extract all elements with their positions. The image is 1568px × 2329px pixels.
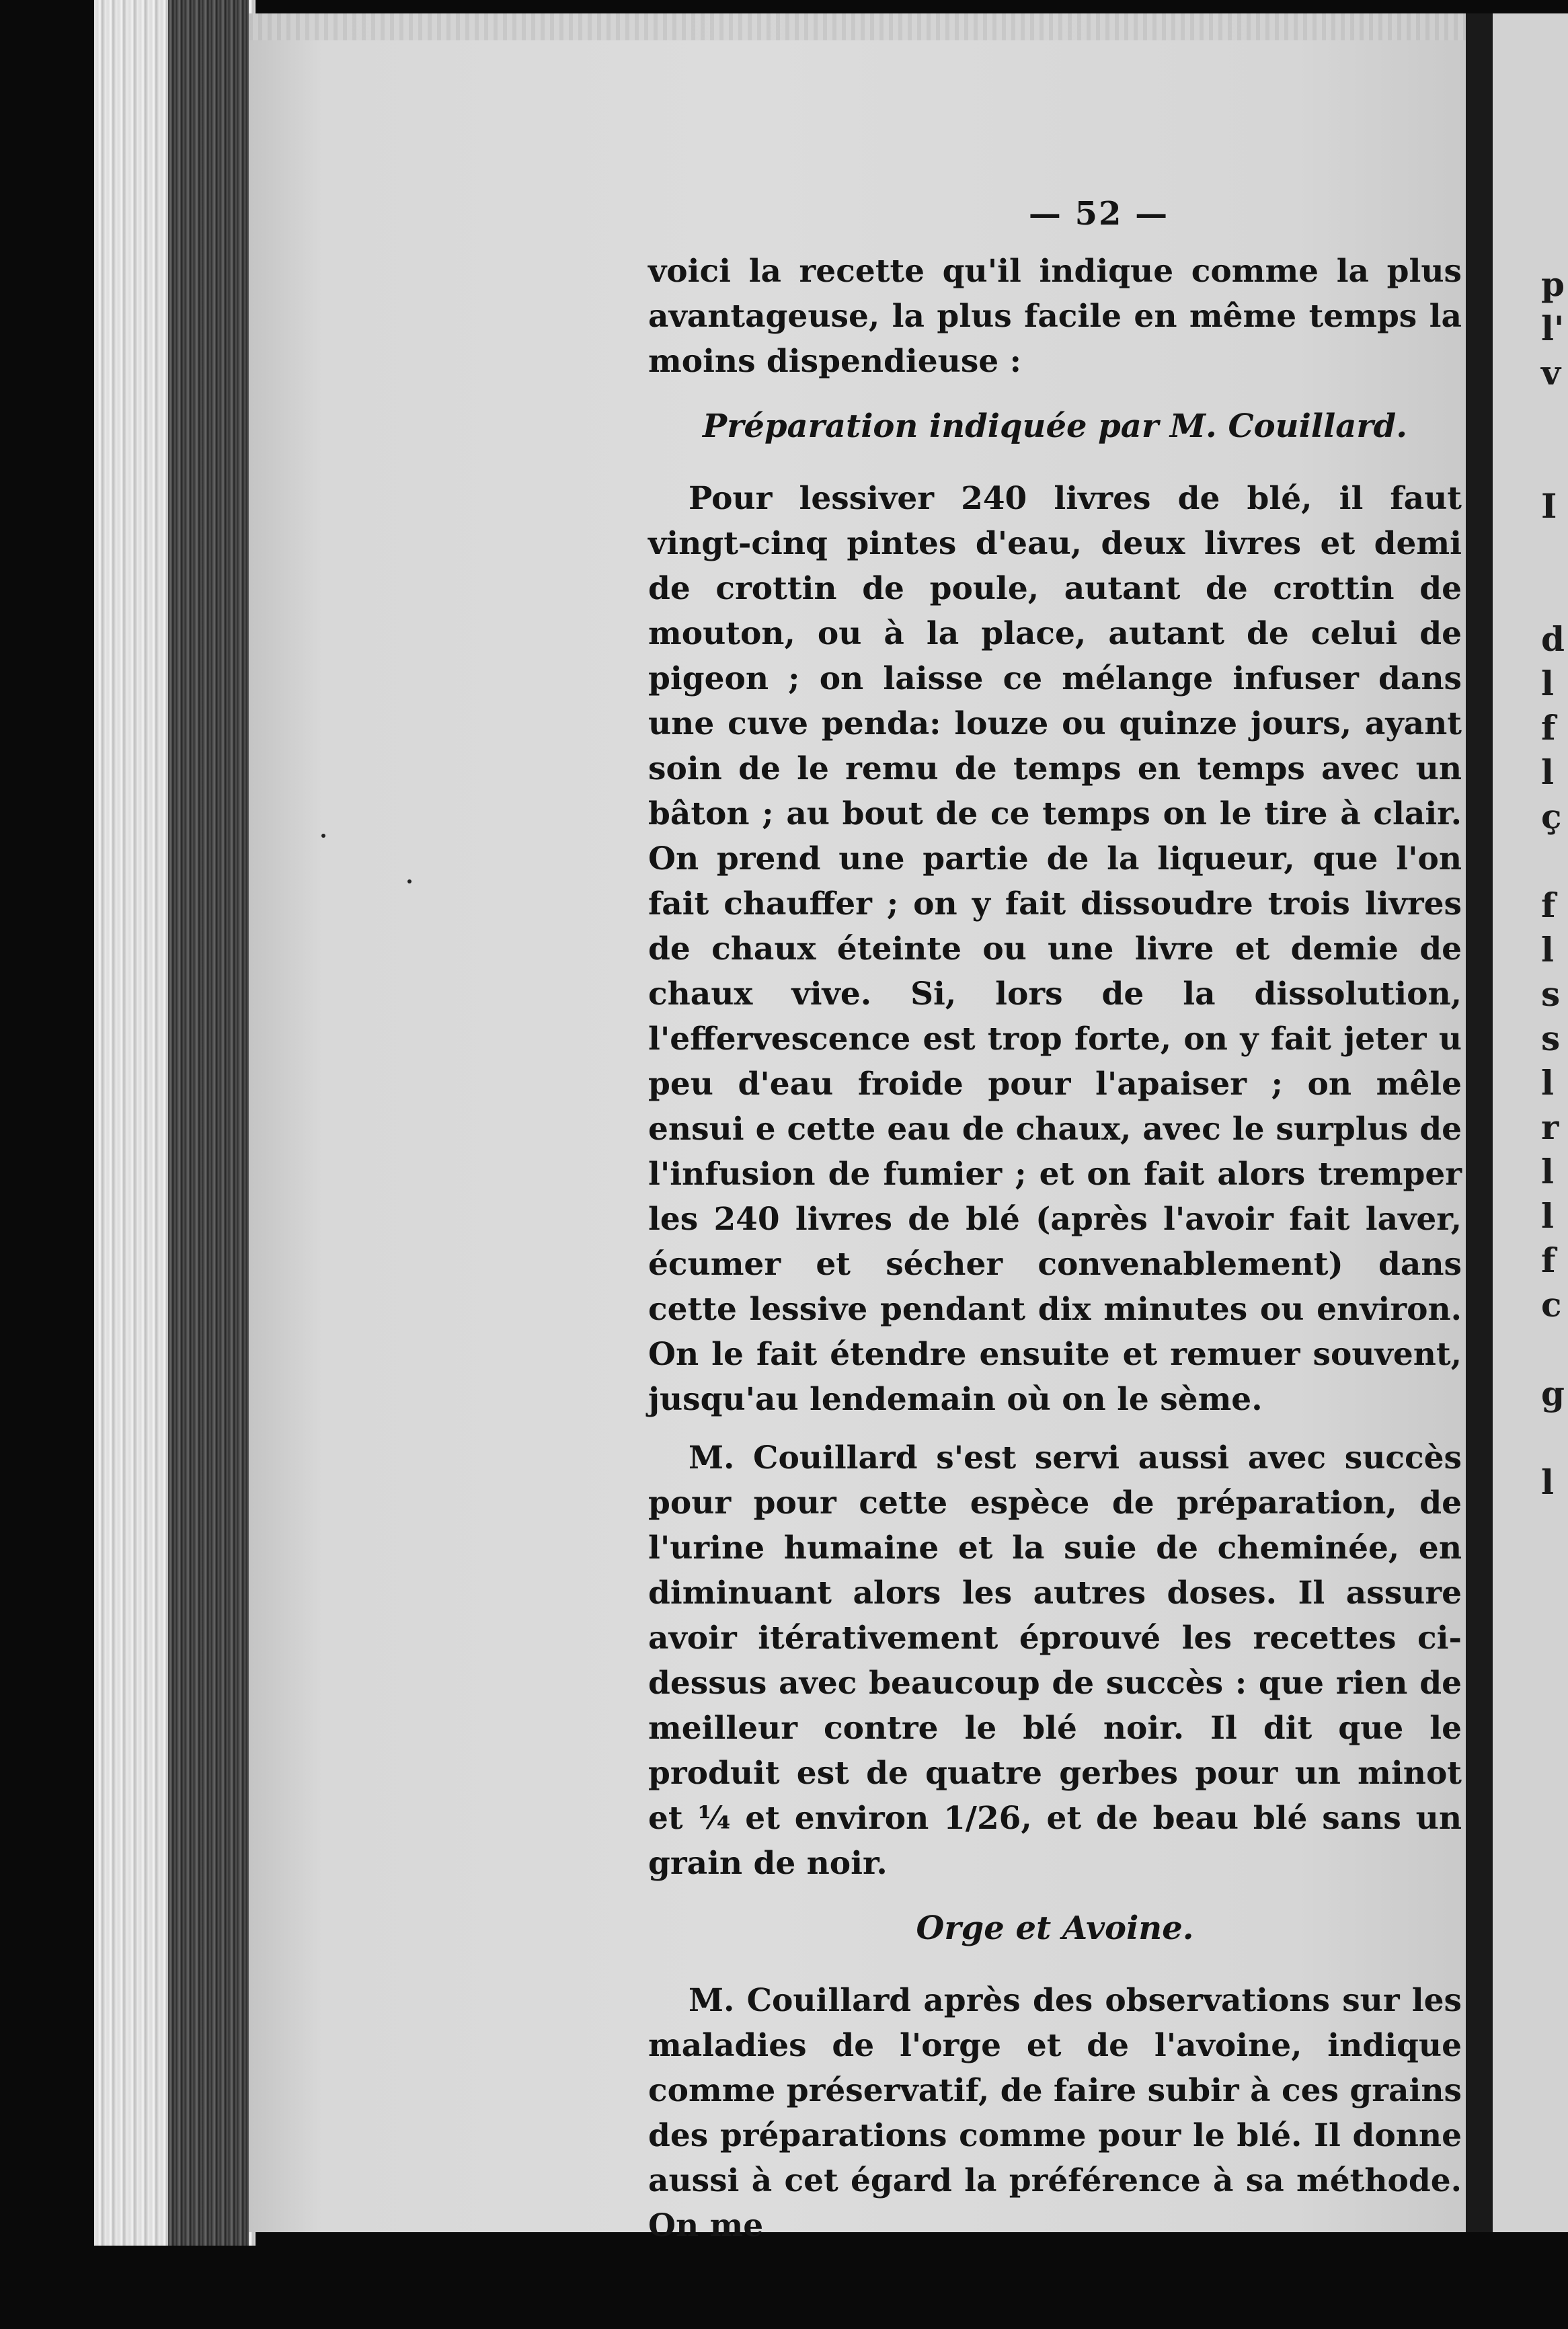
fragment: s: [1541, 974, 1561, 1014]
speck: [321, 834, 325, 838]
fragment: [1541, 440, 1568, 484]
fragment: I: [1541, 486, 1557, 526]
book-spine-edges: [168, 0, 249, 2246]
speck: [407, 879, 411, 883]
fragment: l: [1541, 1063, 1554, 1103]
fragment: p: [1541, 264, 1565, 304]
fragment: s: [1541, 1019, 1561, 1058]
fragment: [1541, 395, 1568, 440]
paragraph: M. Couillard après des observations sur les maladies de l'orge et de l'avoine, indique comme préservatif, de faire subir à ces grains des préparations comme pour le blé. Il donne aussi à cet égard la préférence à sa méthode. On me: [648, 1982, 1462, 2244]
fragment: l: [1541, 1462, 1554, 1502]
fragment: l: [1541, 1196, 1554, 1236]
fragment: [1541, 573, 1568, 617]
fragment: c: [1541, 1285, 1562, 1325]
fragment: d: [1541, 619, 1565, 659]
facing-page-fragments: [1541, 262, 1568, 1505]
recipe-paragraph: Pour lessiver 240 livres de blé, il faut vingt-cinq pintes d'eau, deux livres et demi de crottin de poule, autant de crottin de mouton, ou à la place, autant de celui de pigeon ; on laisse ce mélange infuser dans une cuve penda: louze ou quinze jours, ayant soin de le remu de temps en temps avec un bâton ; au bout de ce temps on le tire à clair. On prend une partie de la liqueur, que l'on fait chauffer ; on y fait dissoudre trois livres de chaux éteinte ou une livre et demie de chaux vive. Si, lors de la dissolution, l'effervescence est trop forte, on y fait jeter u peu d'eau froide pour l'apaiser ; on mêle ensui e cette eau de chaux, avec le surplus de l'infusion de fumier ; et on fait alors tremper les 240 livres de blé (après l'avoir fait laver, écumer et sécher convenablement) dans cette lessive pendant dix minutes ou environ. On le fait étendre ensuite et remuer souvent, jusqu'au lendemain où on le sème.: [648, 480, 1462, 1418]
section-heading: Orge et Avoine.: [916, 1909, 1194, 1947]
intro-paragraph: voici la recette qu'il indique comme la plus avantageuse, la plus facile en même temps la moins dispendieuse :: [648, 253, 1462, 380]
fragment: [1541, 1416, 1568, 1460]
fragment: l: [1541, 930, 1554, 970]
page-number: — 52 —: [1028, 195, 1169, 233]
fragment: r: [1541, 1107, 1559, 1147]
fragment: l: [1541, 664, 1554, 703]
gutter-shadow: [1466, 13, 1493, 2232]
section-heading: Préparation indiquée par M. Couillard.: [703, 407, 1407, 445]
fragment: f: [1541, 708, 1556, 748]
fragment: v: [1541, 353, 1561, 393]
fragment: f: [1541, 885, 1556, 925]
fragment: l: [1541, 752, 1554, 792]
fragment: f: [1541, 1240, 1556, 1280]
fragment: g: [1541, 1374, 1565, 1413]
fragment: [1541, 839, 1568, 883]
fragment: [1541, 1327, 1568, 1372]
fragment: l': [1541, 309, 1565, 348]
fragment: [1541, 528, 1568, 573]
page-text: [648, 195, 1462, 2248]
paragraph: M. Couillard s'est servi aussi avec succès pour pour cette espèce de préparation, de l'urine humaine et la suie de cheminée, en diminuant alors les autres doses. Il assure avoir itérativement éprouvé les recettes ci-dessus avec beaucoup de succès : que rien de meilleur contre le blé noir. Il dit que le produit est de quatre gerbes pour un minot et ¼ et environ 1/26, et de beau blé sans un grain de noir.: [648, 1439, 1462, 1882]
fragment: l: [1541, 1152, 1554, 1191]
fragment: ç: [1541, 797, 1562, 836]
